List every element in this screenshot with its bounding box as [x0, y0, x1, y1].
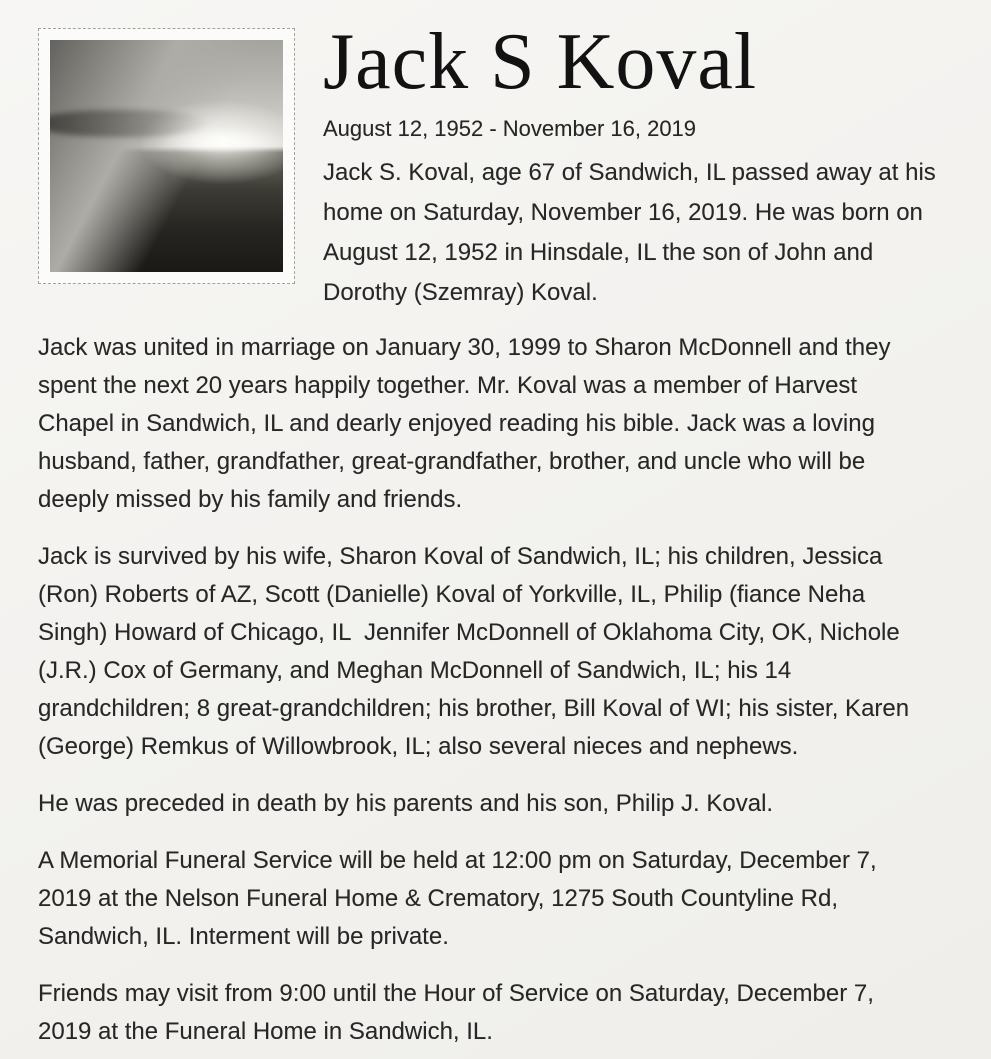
header-text-column [323, 18, 955, 313]
page-title: Jack S Koval [323, 18, 758, 106]
intro-paragraph: Jack S. Koval, age 67 of Sandwich, IL passed away at his home on Saturday, November 16, 2019. He was born on August 12, 1952 in Hinsdale, IL the son of John and Dorothy (Szemray) Koval. [323, 159, 943, 306]
obituary-paragraph: A Memorial Funeral Service will be held at 12:00 pm on Saturday, December 7, 2019 at the Nelson Funeral Home & Crematory, 1275 South Countyline Rd, Sandwich, IL. Interment will be private. [38, 847, 884, 950]
sunset-photo [50, 40, 283, 272]
obituary-header [38, 18, 955, 313]
obituary-paragraph: Jack is survived by his wife, Sharon Koval of Sandwich, IL; his children, Jessica (Ron) Roberts of AZ, Scott (Danielle) Koval of Yorkville, IL, Philip (fiance Neha Singh) Howard of Chicago, IL Jennifer McDonnell of Oklahoma City, OK, Nichole (J.R.) Cox of Germany, and Meghan McDonnell of Sandwich, IL; his 14 grandchildren; 8 great-grandchildren; his brother, Bill Koval of WI; his sister, Karen (George) Remkus of Willowbrook, IL; also several nieces and nephews. [38, 543, 916, 760]
obituary-paragraph: Jack was united in marriage on January 30, 1999 to Sharon McDonnell and they spent the next 20 years happily together. Mr. Koval was a member of Harvest Chapel in Sandwich, IL and dearly enjoyed reading his bible. Jack was a loving husband, father, grandfather, great-grandfather, brother, and uncle who will be deeply missed by his family and friends. [38, 334, 898, 513]
obituary-paragraph: He was preceded in death by his parents and his son, Philip J. Koval. [38, 790, 774, 817]
obituary-paragraph: Friends may visit from 9:00 until the Hour of Service on Saturday, December 7, 2019 at the Funeral Home in Sandwich, IL. [38, 980, 881, 1045]
portrait-photo-frame [38, 28, 295, 284]
obituary-body [38, 329, 920, 1051]
land-highlight-graphic [171, 151, 283, 188]
life-dates: August 12, 1952 - November 16, 2019 [323, 116, 697, 141]
